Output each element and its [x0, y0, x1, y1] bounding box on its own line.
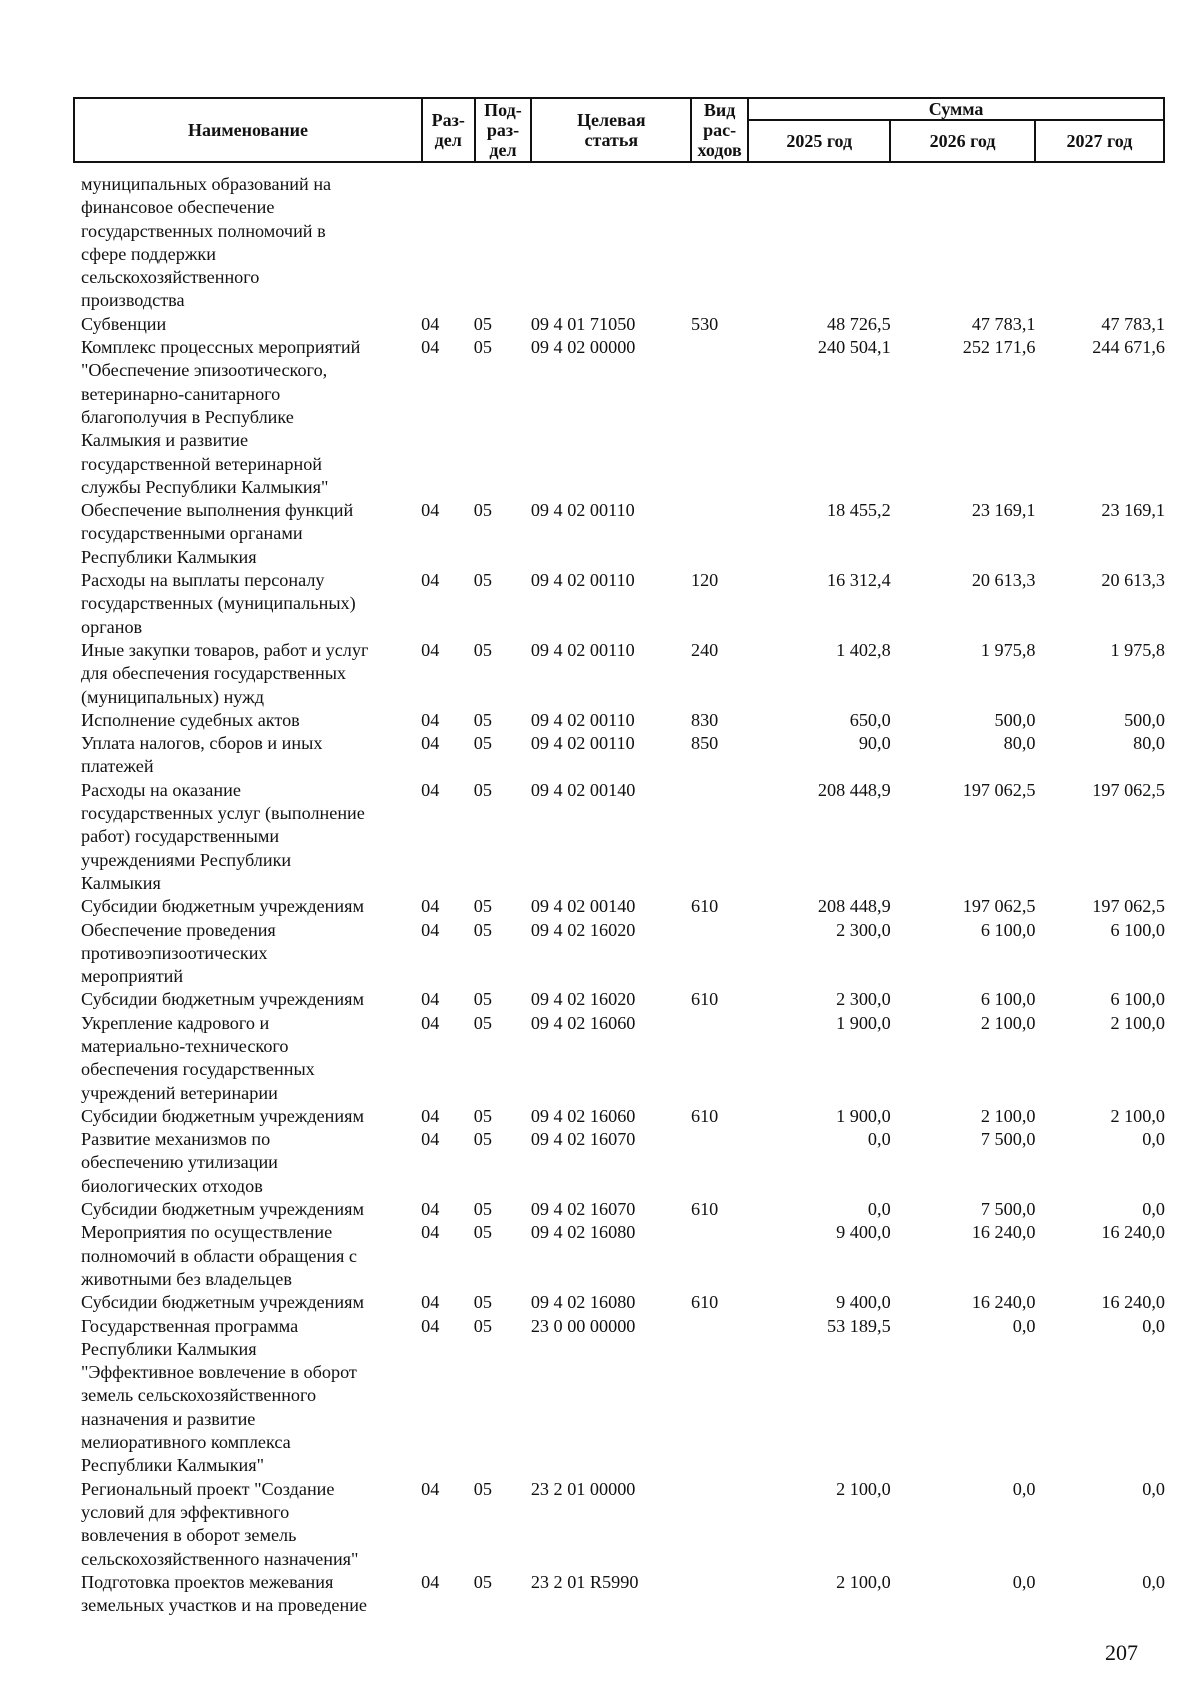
row-name: Обеспечение выполнения функций государственными органами Республики Калмыкия: [81, 500, 354, 567]
row-amount-2027: 0,0: [1142, 1199, 1165, 1220]
row-subsection: 05: [473, 1478, 492, 1499]
row-section: 04: [421, 1222, 440, 1243]
row-subsection: 05: [473, 896, 492, 917]
row-amount-2025: [748, 173, 891, 313]
row-subsection: 05: [473, 1012, 492, 1033]
row-amount-2026: 16 240,0: [971, 1292, 1036, 1313]
row-target-article: 09 4 02 00110: [530, 709, 635, 730]
row-amount-2025: 208 448,9: [817, 779, 891, 800]
table-row: [81, 1478, 1165, 1571]
table-row: [81, 639, 1165, 709]
row-amount-2026: 47 783,1: [971, 313, 1036, 334]
row-amount-2025: 9 400,0: [836, 1292, 891, 1313]
row-target-article: 09 4 02 00000: [530, 337, 636, 358]
row-amount-2025: 0,0: [867, 1129, 891, 1150]
row-subsection: 05: [473, 779, 492, 800]
table-row: [81, 313, 1165, 336]
table-row: [81, 1012, 1165, 1105]
row-amount-2027: 197 062,5: [1092, 896, 1165, 917]
row-name: Мероприятия по осуществление полномочий в области обращения с животными без владельцев: [81, 1222, 357, 1289]
row-section: 04: [421, 313, 440, 334]
table-row: [81, 1291, 1165, 1314]
col-header-2026: 2026 год: [890, 120, 1034, 162]
row-section: 04: [421, 1129, 440, 1150]
row-amount-2025: 208 448,9: [817, 896, 891, 917]
row-subsection: 05: [473, 313, 492, 334]
row-subsection: 05: [473, 1315, 492, 1336]
row-amount-2027: 47 783,1: [1101, 313, 1165, 334]
page-number: 207: [1105, 1640, 1138, 1665]
row-amount-2025: 16 312,4: [827, 570, 891, 591]
row-subsection: 05: [473, 1571, 492, 1592]
table-row: [81, 919, 1165, 989]
row-amount-2025: 1 900,0: [836, 1105, 891, 1126]
row-expense-type: 610: [690, 1105, 719, 1126]
row-amount-2027: 244 671,6: [1092, 337, 1165, 358]
row-section: 04: [421, 570, 440, 591]
row-section: 04: [421, 1292, 440, 1313]
row-name: Субсидии бюджетным учреждениям: [81, 896, 365, 917]
row-amount-2027: 500,0: [1124, 709, 1165, 730]
row-amount-2027: 6 100,0: [1110, 919, 1165, 940]
table-row: [81, 709, 1165, 732]
row-amount-2026: 23 169,1: [971, 500, 1036, 521]
row-amount-2025: 240 504,1: [817, 337, 891, 358]
row-section: 04: [421, 989, 440, 1010]
row-expense-type: [691, 1315, 748, 1478]
row-section: [421, 173, 474, 313]
col-header-target: Целевая статья: [531, 98, 691, 162]
row-target-article: 09 4 02 16070: [530, 1199, 636, 1220]
row-amount-2027: 80,0: [1133, 733, 1165, 754]
row-name: Субсидии бюджетным учреждениям: [81, 1292, 365, 1313]
row-amount-2025: 53 189,5: [827, 1315, 891, 1336]
row-expense-type: [691, 1221, 748, 1291]
budget-table: [81, 173, 1165, 1617]
row-amount-2026: 2 100,0: [980, 1105, 1036, 1126]
row-name: Субсидии бюджетным учреждениям: [81, 1105, 365, 1126]
table-row: [81, 1315, 1165, 1478]
row-expense-type: [691, 336, 748, 499]
row-section: 04: [421, 896, 440, 917]
row-subsection: 05: [473, 709, 492, 730]
table-row: [81, 173, 1165, 313]
row-subsection: 05: [473, 570, 492, 591]
row-expense-type: 830: [690, 709, 719, 730]
row-amount-2025: 650,0: [849, 709, 891, 730]
row-expense-type: 530: [690, 313, 719, 334]
col-header-2027: 2027 год: [1035, 120, 1164, 162]
row-amount-2027: 0,0: [1142, 1129, 1165, 1150]
row-expense-type: [691, 1012, 748, 1105]
row-subsection: 05: [473, 919, 492, 940]
row-amount-2026: 6 100,0: [980, 919, 1036, 940]
row-target-article: 09 4 02 16020: [530, 919, 636, 940]
row-amount-2027: 0,0: [1142, 1571, 1165, 1592]
table-row: [81, 779, 1165, 895]
row-section: 04: [421, 500, 440, 521]
row-subsection: 05: [473, 639, 492, 660]
table-row: [81, 569, 1165, 639]
row-name: муниципальных образований на финансовое обеспечение государственных полномочий в сфере поддержки сельскохозяйственного производства: [81, 174, 332, 311]
row-name: Субвенции: [81, 313, 167, 334]
row-subsection: 05: [473, 500, 492, 521]
row-amount-2026: 1 975,8: [980, 639, 1036, 660]
row-expense-type: [691, 919, 748, 989]
row-subsection: [474, 173, 531, 313]
row-target-article: 09 4 02 16020: [530, 989, 636, 1010]
row-target-article: 09 4 02 00140: [530, 896, 636, 917]
row-amount-2026: 0,0: [1012, 1315, 1036, 1336]
row-expense-type: [691, 1478, 748, 1571]
row-amount-2027: [1035, 173, 1165, 313]
row-target-article: 23 2 01 R5990: [530, 1571, 639, 1592]
row-section: 04: [421, 1478, 440, 1499]
row-amount-2025: 2 100,0: [836, 1571, 891, 1592]
row-name: Иные закупки товаров, работ и услуг для обеспечения государственных (муниципальных) нужд: [81, 639, 369, 707]
row-name: Уплата налогов, сборов и иных платежей: [81, 733, 323, 777]
row-name: Подготовка проектов межевания земельных участков и на проведение: [81, 1571, 368, 1616]
row-amount-2026: 7 500,0: [980, 1199, 1036, 1220]
row-subsection: 05: [473, 1129, 492, 1150]
row-amount-2027: 20 613,3: [1101, 570, 1165, 591]
row-amount-2025: 2 300,0: [836, 989, 891, 1010]
row-name: Комплекс процессных мероприятий "Обеспечение эпизоотического, ветеринарно-санитарного благополучия в Республике Калмыкия и развитие государственной ветеринарной службы Республики Калмыкия": [81, 337, 361, 497]
row-amount-2025: 9 400,0: [836, 1222, 891, 1243]
row-target-article: 09 4 02 16080: [530, 1222, 636, 1243]
row-section: 04: [421, 779, 440, 800]
row-amount-2027: 16 240,0: [1101, 1222, 1165, 1243]
row-section: 04: [421, 337, 440, 358]
row-target-article: 09 4 02 00110: [530, 733, 635, 754]
col-header-2025: 2025 год: [748, 120, 890, 162]
table-row: [81, 895, 1165, 918]
row-amount-2027: 6 100,0: [1110, 989, 1165, 1010]
row-subsection: 05: [473, 1199, 492, 1220]
row-expense-type: [691, 1571, 748, 1618]
row-subsection: 05: [473, 1292, 492, 1313]
row-name: Развитие механизмов по обеспечению утилизации биологических отходов: [81, 1129, 278, 1196]
row-amount-2026: 80,0: [1003, 733, 1036, 754]
row-target-article: 09 4 02 16080: [530, 1292, 636, 1313]
col-header-name: Наименование: [74, 98, 422, 162]
row-section: 04: [421, 639, 440, 660]
row-section: 04: [421, 1571, 440, 1592]
row-target-article: 09 4 02 00110: [530, 639, 635, 660]
row-amount-2025: 1 900,0: [836, 1012, 891, 1033]
row-amount-2026: 197 062,5: [962, 896, 1036, 917]
row-amount-2026: 197 062,5: [962, 779, 1036, 800]
row-subsection: 05: [473, 989, 492, 1010]
row-target-article: 09 4 02 16060: [530, 1105, 636, 1126]
table-header: [73, 97, 1165, 163]
row-target-article: 23 2 01 00000: [530, 1478, 636, 1499]
table-row: [81, 1221, 1165, 1291]
row-name: Укрепление кадрового и материально-технического обеспечения государственных учреждений ветеринарии: [81, 1012, 315, 1103]
row-target-article: 09 4 02 16060: [530, 1012, 636, 1033]
row-name: Субсидии бюджетным учреждениям: [81, 1199, 365, 1220]
row-expense-type: [691, 1128, 748, 1198]
row-expense-type: [691, 173, 748, 313]
table-row: [81, 1571, 1165, 1618]
row-amount-2026: 2 100,0: [980, 1012, 1036, 1033]
row-expense-type: [691, 499, 748, 569]
row-target-article: [531, 173, 691, 313]
row-expense-type: [691, 779, 748, 895]
row-target-article: 09 4 02 00140: [530, 779, 636, 800]
table-row: [81, 1198, 1165, 1221]
row-expense-type: 850: [690, 733, 719, 754]
row-amount-2026: 0,0: [1012, 1571, 1036, 1592]
row-expense-type: 240: [690, 639, 719, 660]
row-amount-2027: 0,0: [1142, 1478, 1165, 1499]
row-amount-2027: 16 240,0: [1101, 1292, 1165, 1313]
row-target-article: 09 4 02 16070: [530, 1129, 636, 1150]
row-name: Региональный проект "Создание условий для эффективного вовлечения в оборот земель сельскохозяйственного назначения": [81, 1478, 359, 1569]
table-row: [81, 1128, 1165, 1198]
row-expense-type: 120: [690, 570, 719, 591]
col-header-section: Раз- дел: [422, 98, 475, 162]
row-amount-2026: 20 613,3: [971, 570, 1036, 591]
row-target-article: 09 4 02 00110: [530, 570, 635, 591]
row-name: Исполнение судебных актов: [81, 709, 300, 730]
row-amount-2027: 1 975,8: [1110, 639, 1165, 660]
row-target-article: 23 0 00 00000: [530, 1315, 636, 1336]
col-header-subsection: Под- раз- дел: [475, 98, 532, 162]
table-row: [81, 732, 1165, 779]
col-header-expense-type: Вид рас- ходов: [691, 98, 748, 162]
row-expense-type: 610: [690, 989, 719, 1010]
table-row: [81, 988, 1165, 1011]
row-target-article: 09 4 01 71050: [530, 313, 636, 334]
row-section: 04: [421, 919, 440, 940]
row-name: Расходы на оказание государственных услуг (выполнение работ) государственными учреждениями Республики Калмыкия: [81, 779, 365, 893]
row-amount-2026: 7 500,0: [980, 1129, 1036, 1150]
row-amount-2026: [891, 173, 1036, 313]
row-amount-2025: 48 726,5: [827, 313, 891, 334]
row-section: 04: [421, 1105, 440, 1126]
row-amount-2026: 0,0: [1012, 1478, 1036, 1499]
row-subsection: 05: [473, 337, 492, 358]
row-name: Государственная программа Республики Калмыкия "Эффективное вовлечение в оборот земель сельскохозяйственного назначения и развитие мелиоративного комплекса Республики Калмыкия": [81, 1315, 357, 1476]
row-amount-2027: 2 100,0: [1110, 1012, 1165, 1033]
table-row: [81, 1105, 1165, 1128]
row-section: 04: [421, 733, 440, 754]
row-amount-2027: 23 169,1: [1101, 500, 1165, 521]
row-subsection: 05: [473, 1222, 492, 1243]
row-name: Расходы на выплаты персоналу государственных (муниципальных) органов: [81, 570, 356, 637]
row-section: 04: [421, 1199, 440, 1220]
row-section: 04: [421, 709, 440, 730]
row-name: Субсидии бюджетным учреждениям: [81, 989, 365, 1010]
row-amount-2025: 18 455,2: [827, 500, 891, 521]
row-amount-2026: 16 240,0: [971, 1222, 1036, 1243]
row-subsection: 05: [473, 733, 492, 754]
row-amount-2025: 0,0: [867, 1199, 891, 1220]
table-row: [81, 499, 1165, 569]
table-row: [81, 336, 1165, 499]
row-amount-2026: 6 100,0: [980, 989, 1036, 1010]
row-amount-2025: 2 300,0: [836, 919, 891, 940]
row-amount-2027: 0,0: [1142, 1315, 1165, 1336]
row-amount-2027: 197 062,5: [1092, 779, 1165, 800]
row-amount-2026: 500,0: [994, 709, 1036, 730]
col-header-sum: Сумма: [748, 98, 1164, 120]
row-section: 04: [421, 1012, 440, 1033]
row-amount-2027: 2 100,0: [1110, 1105, 1165, 1126]
row-amount-2025: 1 402,8: [836, 639, 891, 660]
row-expense-type: 610: [690, 1199, 719, 1220]
row-section: 04: [421, 1315, 440, 1336]
row-expense-type: 610: [690, 896, 719, 917]
row-amount-2026: 252 171,6: [962, 337, 1036, 358]
row-target-article: 09 4 02 00110: [530, 500, 635, 521]
row-name: Обеспечение проведения противоэпизоотических мероприятий: [81, 919, 276, 987]
row-subsection: 05: [473, 1105, 492, 1126]
row-amount-2025: 2 100,0: [836, 1478, 891, 1499]
row-expense-type: 610: [690, 1292, 719, 1313]
row-amount-2025: 90,0: [858, 733, 891, 754]
